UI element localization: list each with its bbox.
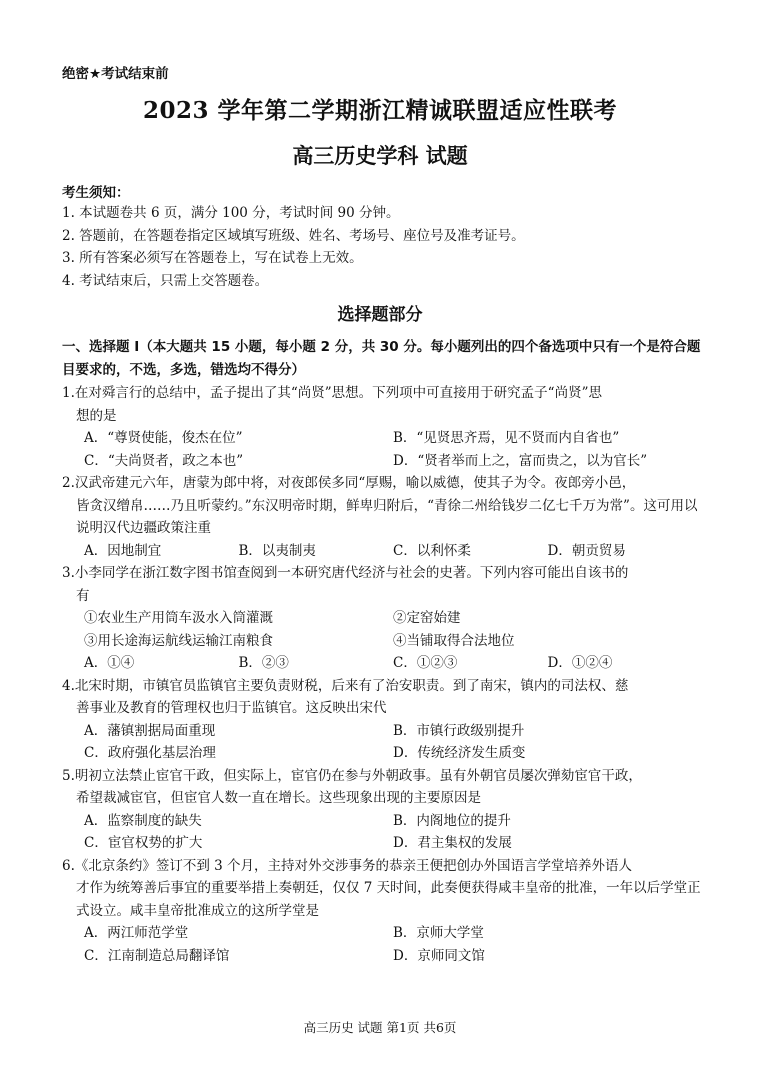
option-b: B．市镇行政级别提升 — [393, 722, 525, 739]
option-a: A．因地制宜 — [84, 542, 162, 559]
question-stem: 5.明初立法禁止宦官干政，但实际上，宦官仍在参与外朝政事。虽有外朝官员屡次弹劾宦官干政， — [62, 767, 642, 784]
question-stem: 4.北宋时期，市镇官员监镇官主要负责财税，后来有了治安职责。到了南宋，镇内的司法权、慈 — [62, 677, 629, 694]
option-row — [62, 720, 702, 743]
question-stem-cont: 希望裁减宦官，但宦官人数一直在增长。这些现象出现的主要原因是 — [76, 790, 481, 806]
question-stem-cont: 有 — [76, 587, 90, 604]
section-title: 选择题部分 — [337, 305, 423, 325]
option-a: A．监察制度的缺失 — [84, 812, 202, 829]
exam-subtitle: 高三历史学科 试题 — [292, 143, 468, 168]
question-stem: 3.小李同学在浙江数字图书馆查阅到一本研究唐代经济与社会的史著。下列内容可能出自该书的 — [62, 565, 629, 581]
item-row — [62, 630, 702, 653]
option-b: B．内阁地位的提升 — [393, 812, 511, 829]
item-1: ①农业生产用筒车汲水入筒灌溉 — [84, 610, 273, 626]
option-d: D．朝贡贸易 — [547, 542, 626, 559]
question-4 — [62, 675, 702, 765]
option-d: D．京师同文馆 — [393, 947, 485, 964]
notice-item: 2. 答题前，在答题卷指定区域填写班级、姓名、考场号、座位号及准考证号。 — [62, 227, 525, 244]
confidential-mark: 绝密★考试结束前 — [62, 66, 169, 82]
notice-item: 1. 本试题卷共 6 页，满分 100 分，考试时间 90 分钟。 — [62, 205, 400, 221]
option-a: A．“尊贤使能，俊杰在位” — [84, 430, 243, 446]
question-stem-cont: 才作为统筹善后事宜的重要举措上奏朝廷，仅仅 7 天时间，此奏便获得咸丰皇帝的批准，一年以后学堂正式设立。咸丰皇帝批准成立的这所学堂是 — [76, 880, 701, 919]
option-d: D．①②④ — [547, 655, 613, 671]
option-row — [62, 450, 702, 473]
option-a: A．两江师范学堂 — [84, 925, 189, 941]
option-d: D．传统经济发生质变 — [393, 745, 526, 761]
question-2 — [62, 472, 702, 562]
notice-list — [62, 202, 702, 292]
option-row — [62, 540, 702, 563]
question-5 — [62, 765, 702, 855]
option-b: B．“见贤思齐焉，见不贤而内自省也” — [393, 430, 620, 446]
part-heading: 一、选择题 I（本大题共 15 小题，每小题 2 分，共 30 分。每小题列出的四个备选项中只有一个是符合题目要求的，不选，多选，错选均不得分） — [62, 339, 701, 378]
question-stem-cont: 善事业及教育的管理权也归于监镇官。这反映出宋代 — [76, 700, 387, 716]
question-stem: 2.汉武帝建元六年，唐蒙为郎中将，对夜郎侯多同“厚赐，喻以威德，使其子为令。夜郎旁小邑， — [62, 475, 636, 491]
item-row — [62, 607, 702, 630]
question-list — [62, 382, 702, 967]
item-2: ②定窑始建 — [393, 610, 461, 626]
question-stem: 6.《北京条约》签订不到 3 个月，主持对外交涉事务的恭亲王便把创办外国语言学堂培养外语人 — [62, 857, 633, 874]
question-6 — [62, 855, 702, 968]
option-c: C．政府强化基层治理 — [84, 745, 216, 761]
notice-item: 4. 考试结束后，只需上交答题卷。 — [62, 272, 269, 289]
question-stem-cont: 皆贪汉缯帛……乃且听蒙约。”东汉明帝时期，鲜卑归附后，“青徐二州给钱岁二亿七千万为常”。这可用以说明汉代边疆政策注重 — [76, 497, 698, 536]
option-row — [62, 427, 702, 450]
question-1 — [62, 382, 702, 472]
option-d: D．君主集权的发展 — [393, 835, 512, 851]
question-stem-cont: 想的是 — [76, 407, 117, 424]
notice-heading: 考生须知： — [62, 185, 130, 201]
question-stem: 1.在对舜言行的总结中，孟子提出了其“尚贤”思想。下列项中可直接用于研究孟子“尚贤”思 — [62, 385, 602, 401]
notice-item: 3. 所有答案必须写在答题卷上，写在试卷上无效。 — [62, 250, 363, 266]
option-a: A．藩镇割据局面重现 — [84, 722, 216, 739]
option-b: B．②③ — [238, 655, 289, 671]
option-row — [62, 742, 702, 765]
option-c: C．①②③ — [393, 655, 458, 671]
option-c: C．宦官权势的扩大 — [84, 835, 203, 851]
option-row — [62, 652, 702, 675]
option-row — [62, 945, 702, 968]
option-row — [62, 832, 702, 855]
option-c: C．“夫尚贤者，政之本也” — [84, 452, 244, 469]
option-d: D．“贤者举而上之，富而贵之，以为官长” — [393, 452, 648, 469]
option-b: B．京师大学堂 — [393, 925, 484, 941]
option-c: C．以利怀柔 — [393, 542, 471, 559]
option-row — [62, 810, 702, 833]
option-b: B．以夷制夷 — [238, 542, 316, 559]
item-3: ③用长途海运航线运输江南粮食 — [84, 632, 273, 649]
option-c: C．江南制造总局翻译馆 — [84, 947, 230, 964]
option-row — [62, 922, 702, 945]
item-4: ④当铺取得合法地位 — [393, 632, 515, 649]
option-a: A．①④ — [84, 655, 135, 671]
question-3 — [62, 562, 702, 675]
exam-title: 2023 学年第二学期浙江精诚联盟适应性联考 — [142, 97, 618, 124]
page-footer: 高三历史 试题 第1页 共6页 — [303, 1020, 457, 1035]
